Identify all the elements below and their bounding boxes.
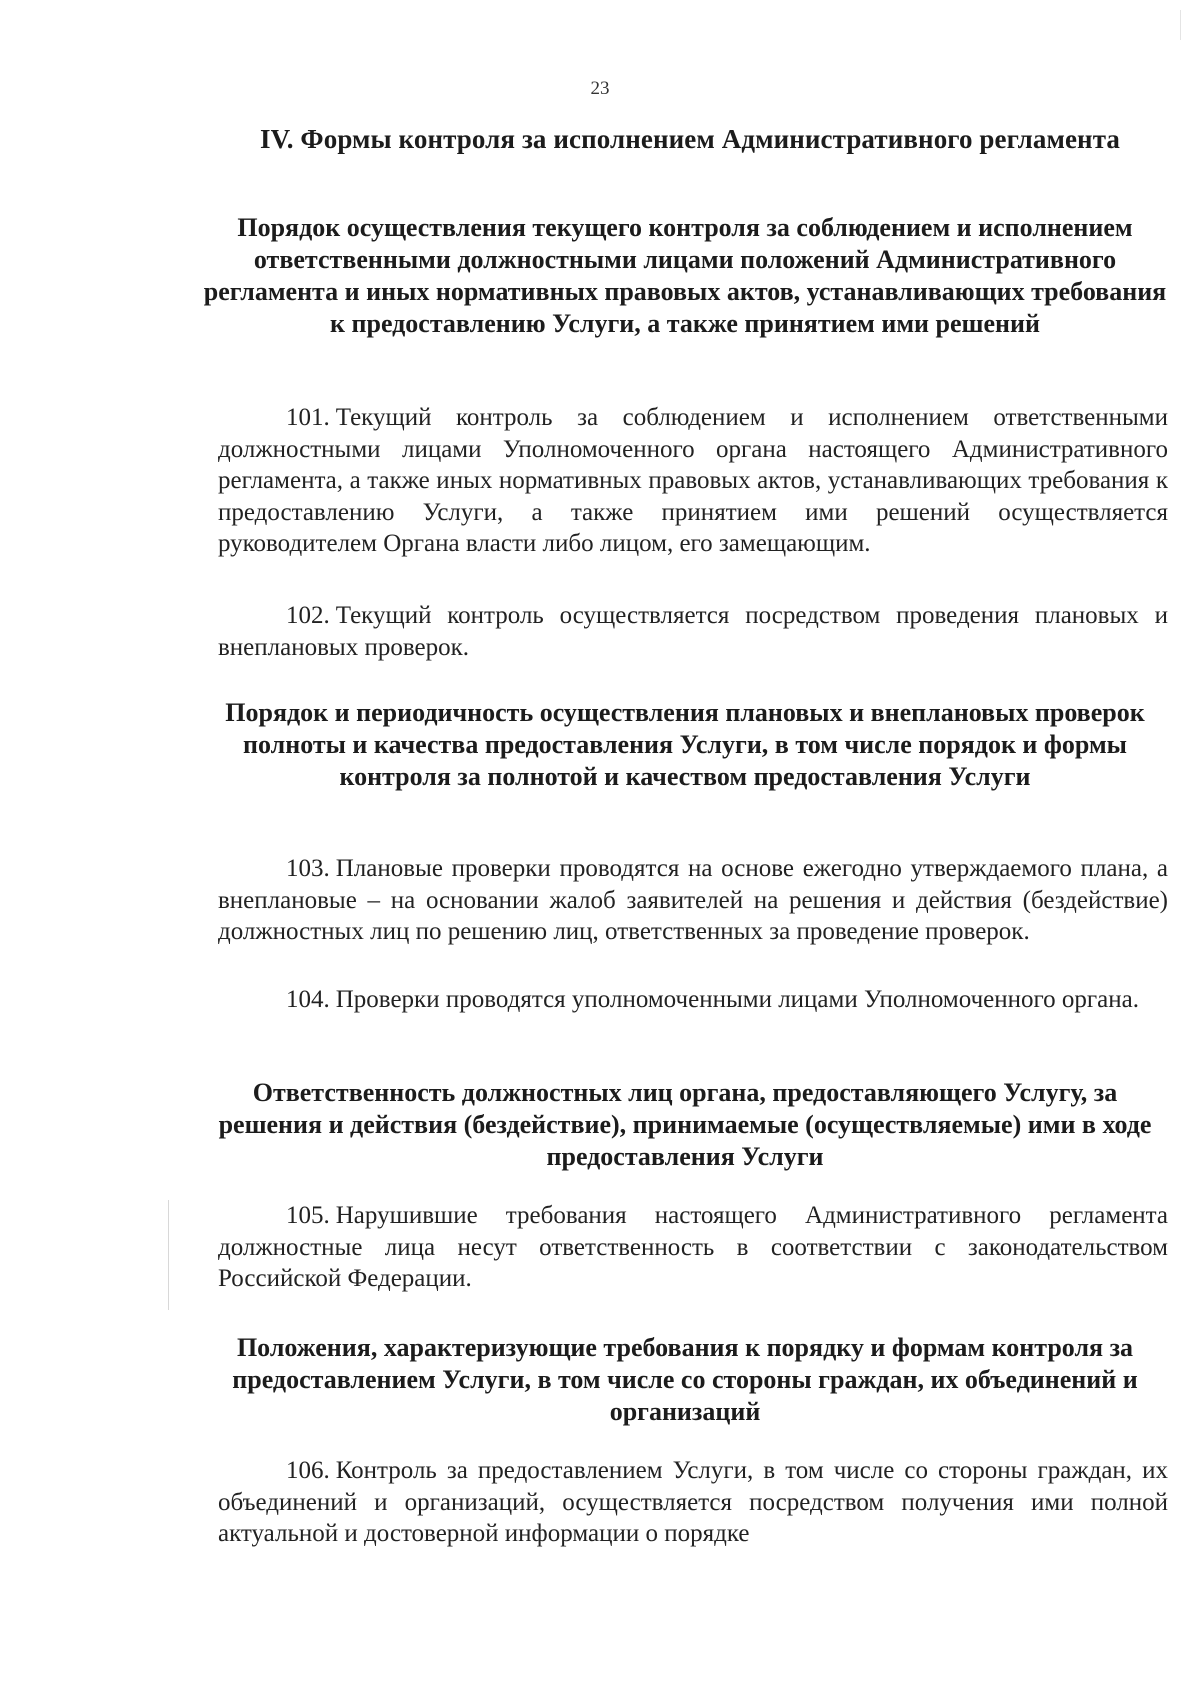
paragraph-number: 106. (286, 1457, 330, 1484)
scan-mark (1180, 10, 1181, 40)
paragraph-number: 102. (286, 602, 330, 629)
section-heading: Положения, характеризующие требования к порядку и формам контроля за предоставлением Услуги, в том числе со стороны граждан, их объединений и организаций (232, 1333, 1138, 1426)
paragraph-text: Нарушившие требования настоящего Административного регламента должностные лица несут ответственность в соответствии с законодательством Российской Федерации. (218, 1202, 1168, 1292)
paragraph-number: 104. (286, 986, 330, 1013)
section-heading: Ответственность должностных лиц органа, предоставляющего Услугу, за решения и действия (бездействие), принимаемые (осуществляемые) ими в ходе предоставления Услуги (218, 1078, 1152, 1171)
paragraph (218, 1455, 1168, 1550)
paragraph (218, 600, 1168, 663)
paragraph-text: Проверки проводятся уполномоченными лицами Уполномоченного органа. (335, 986, 1139, 1013)
paragraph (218, 402, 1168, 560)
scan-mark (168, 1200, 169, 1310)
paragraph-text: Текущий контроль осуществляется посредством проведения плановых и внеплановых проверок. (218, 602, 1168, 661)
paragraph (218, 853, 1168, 948)
paragraph-number: 101. (286, 404, 330, 431)
paragraph-text: Плановые проверки проводятся на основе ежегодно утверждаемого плана, а внеплановые – на основании жалоб заявителей на решения и действия (бездействие) должностных лиц по решению лиц, ответственных за проведение проверок. (218, 855, 1168, 945)
section-heading: Порядок осуществления текущего контроля за соблюдением и исполнением ответственными должностными лицами положений Административного регламента и иных нормативных правовых актов, устанавливающих требования к предоставлению Услуги, а также принятием ими решений (203, 213, 1167, 338)
paragraph (218, 984, 1168, 1016)
paragraph-number: 103. (286, 855, 330, 882)
paragraph-text: Контроль за предоставлением Услуги, в том числе со стороны граждан, их объединений и организаций, осуществляется посредством получения ими полной актуальной и достоверной информации о порядке (218, 1457, 1168, 1547)
paragraph (218, 1200, 1168, 1295)
section-heading: Порядок и периодичность осуществления плановых и внеплановых проверок полноты и качества предоставления Услуги, в том числе порядок и формы контроля за полнотой и качеством предоставления Услуги (225, 698, 1145, 791)
page-number: 23 (590, 78, 610, 99)
chapter-title: IV. Формы контроля за исполнением Административного регламента (260, 124, 1120, 154)
paragraph-text: Текущий контроль за соблюдением и исполнением ответственными должностными лицами Уполномоченного органа настоящего Административного регламента, а также иных нормативных правовых актов, устанавливающих требования к предоставлению Услуги, а также принятием ими решений осуществляется руководителем Органа власти либо лицом, его замещающим. (218, 404, 1168, 557)
paragraph-number: 105. (286, 1202, 330, 1229)
